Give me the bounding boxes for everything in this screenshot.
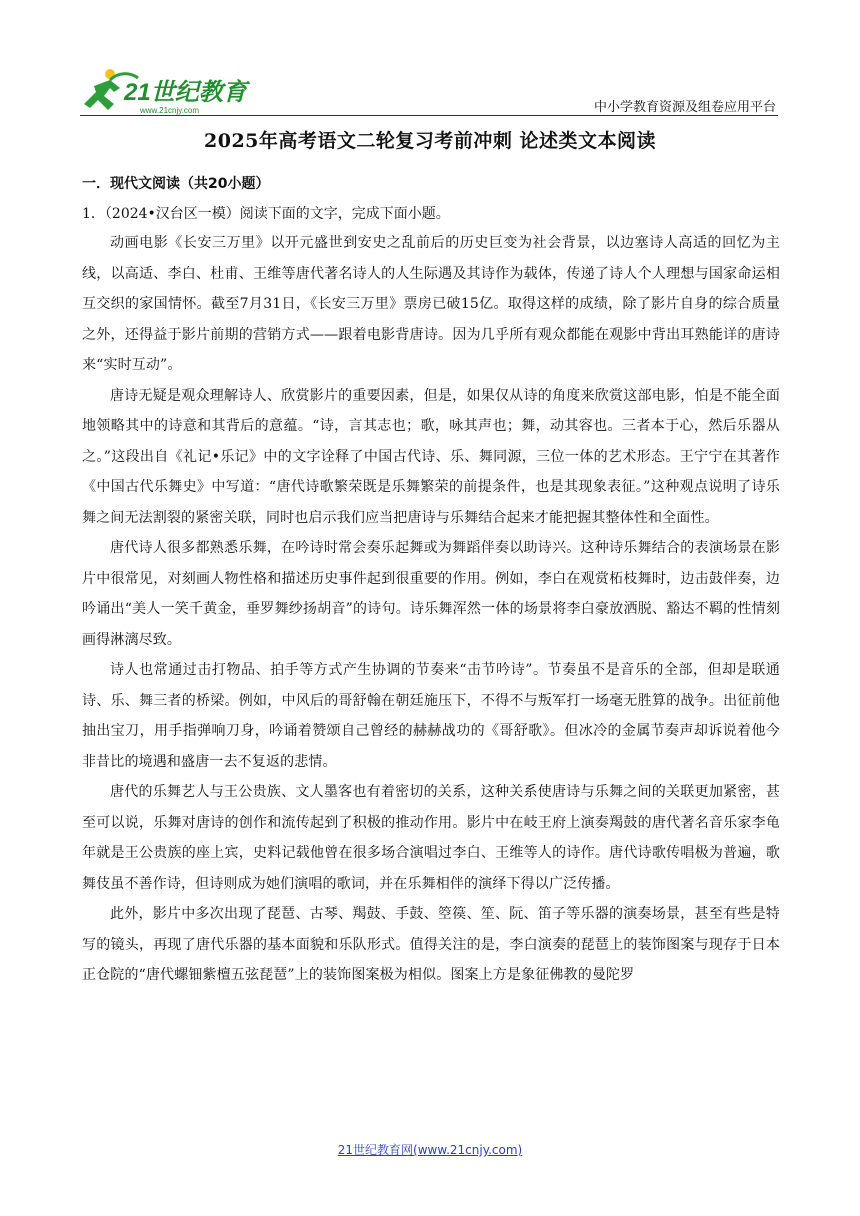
paragraph-6: 此外，影片中多次出现了琵琶、古琴、羯鼓、手鼓、箜篌、笙、阮、笛子等乐器的演奏场景，甚至有些是特写的镜头，再现了唐代乐器的基本面貌和乐队形式。值得关注的是，李白演奏的琵琶上的装饰图案与现存于日本正仓院的“唐代螺钿紫檀五弦琵琶”上的装饰图案极为相似。图案上方是象征佛教的曼陀罗: [82, 906, 780, 983]
footer-link[interactable]: 21世纪教育网(www.21cnjy.com): [337, 1143, 523, 1157]
paragraph-3: 唐代诗人很多都熟悉乐舞，在吟诗时常会奏乐起舞或为舞蹈伴奏以助诗兴。这种诗乐舞结合的表演场景在影片中很常见，对刻画人物性格和描述历史事件起到很重要的作用。例如，李白在观赏柘枝舞时，边击鼓伴奏，边吟诵出“美人一笑千黄金，垂罗舞纱扬胡音”的诗句。诗乐舞浑然一体的场景将李白豪放洒脱、豁达不羁的性情刻画得淋漓尽致。: [82, 540, 780, 648]
section-heading: 一．现代文阅读（共20小题）: [82, 176, 270, 192]
page-title: 2025年高考语文二轮复习考前冲刺 论述类文本阅读: [204, 130, 656, 152]
page-header: [0, 0, 860, 120]
paragraph-1: 动画电影《长安三万里》以开元盛世到安史之乱前后的历史巨变为社会背景，以边塞诗人高适的回忆为主线，以高适、李白、杜甫、王维等唐代著名诗人的人生际遇及其诗作为载体，传递了诗人个人理想与国家命运相互交织的家国情怀。截至7月31日，《长安三万里》票房已破15亿。取得这样的成绩，除了影片自身的综合质量之外，还得益于影片前期的营销方式——跟着电影背唐诗。因为几乎所有观众都能在观影中背出耳熟能详的唐诗来“实时互动”。: [82, 235, 780, 373]
svg-text:www.21cnjy.com: www.21cnjy.com: [140, 106, 199, 115]
platform-slogan: 中小学教育资源及组卷应用平台: [593, 100, 776, 115]
document-body: [82, 200, 780, 991]
site-logo[interactable]: [80, 66, 260, 116]
paragraph-5: 唐代的乐舞艺人与王公贵族、文人墨客也有着密切的关系，这种关系使唐诗与乐舞之间的关联更加紧密，甚至可以说，乐舞对唐诗的创作和流传起到了积极的推动作用。影片中在岐王府上演奏羯鼓的唐代著名音乐家李龟年就是王公贵族的座上宾，史料记载他曾在很多场合演唱过李白、王维等人的诗作。唐代诗歌传唱极为普遍，歌舞伎虽不善作诗，但诗则成为她们演唱的歌词，并在乐舞相伴的演绎下得以广泛传播。: [82, 784, 780, 892]
svg-text:21世纪教育: 21世纪教育: [124, 79, 247, 106]
paragraph-4: 诗人也常通过击打物品、拍手等方式产生协调的节奏来“击节吟诗”。节奏虽不是音乐的全部，但却是联通诗、乐、舞三者的桥梁。例如，中风后的哥舒翰在朝廷施压下，不得不与叛军打一场毫无胜算的战争。出征前他抽出宝刀，用手指弹响刀身，吟诵着赞颂自己曾经的赫赫战功的《哥舒歌》。但冰冷的金属节奏声却诉说着他今非昔比的境遇和盛唐一去不复返的悲情。: [82, 662, 780, 770]
running-figure-logo-icon: [80, 66, 260, 116]
paragraph-2: 唐诗无疑是观众理解诗人、欣赏影片的重要因素，但是，如果仅从诗的角度来欣赏这部电影，怕是不能全面地领略其中的诗意和其背后的意蕴。“诗，言其志也；歌，咏其声也；舞，动其容也。三者本于心，然后乐器从之。”这段出自《礼记•乐记》中的文字诠释了中国古代诗、乐、舞同源，三位一体的艺术形态。王宁宁在其著作《中国古代乐舞史》中写道：“唐代诗歌繁荣既是乐舞繁荣的前提条件，也是其现象表征。”这种观点说明了诗乐舞之间无法割裂的紧密关联，同时也启示我们应当把唐诗与乐舞结合起来才能把握其整体性和全面性。: [82, 387, 780, 526]
page-footer: [0, 1141, 860, 1158]
question-prompt: 1．（2024•汉台区一模）阅读下面的文字，完成下面小题。: [82, 206, 450, 222]
header-divider: [80, 115, 778, 116]
